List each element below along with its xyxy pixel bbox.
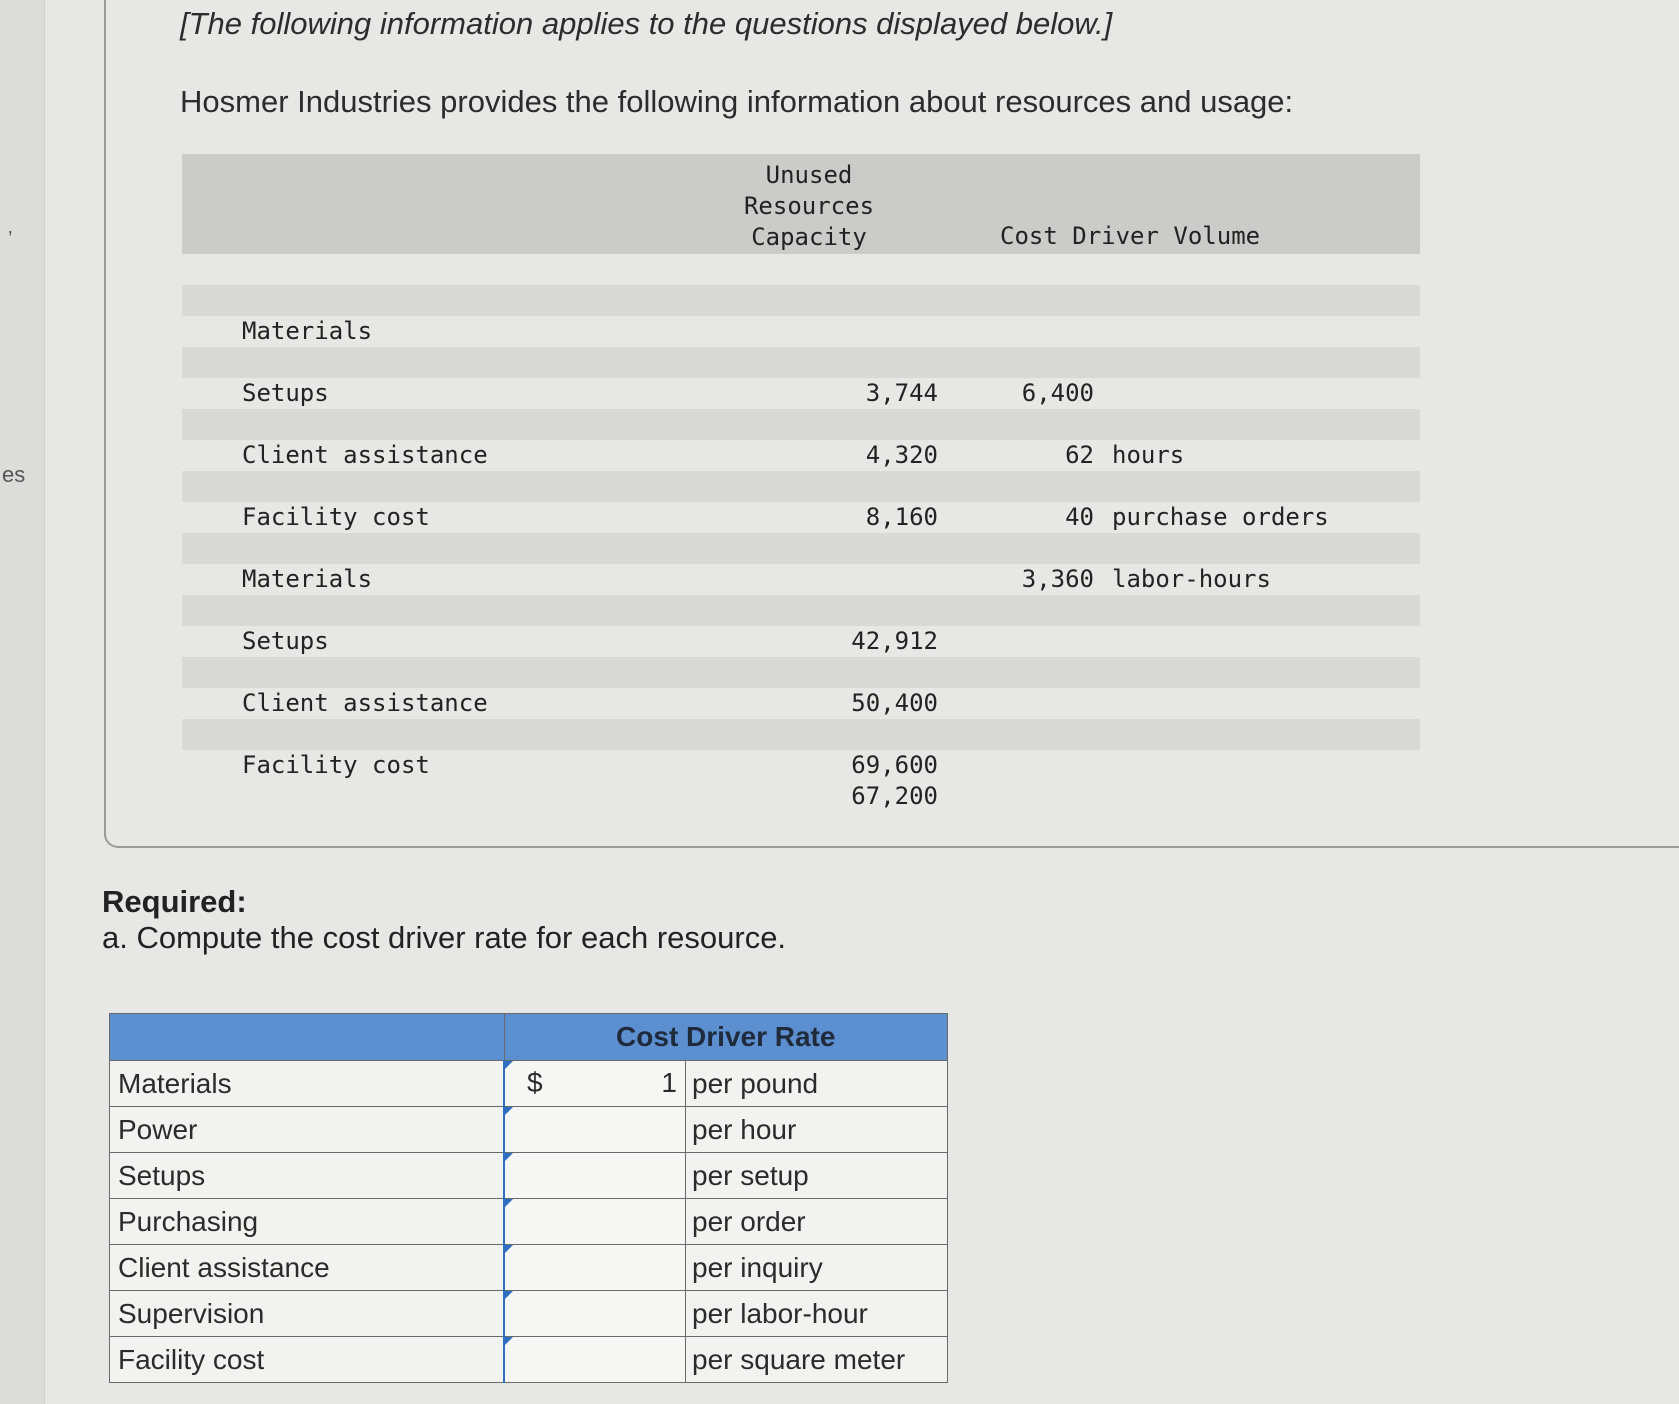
row-label: Setups (242, 379, 329, 407)
rate-row-label: Materials (110, 1061, 505, 1107)
rate-row (110, 1061, 948, 1107)
row-amount: 3,744 (865, 379, 938, 407)
rate-row-label: Purchasing (110, 1199, 505, 1245)
rate-row-label: Facility cost (110, 1337, 505, 1383)
left-edge-fragment: es (2, 462, 26, 487)
rate-row-label: Client assistance (110, 1245, 505, 1291)
row-unit: hours (1112, 441, 1185, 469)
resources-table (182, 154, 1420, 810)
row-label: Facility cost (242, 751, 430, 779)
company-line: Hosmer Industries provides the following information about resources and usage: (180, 84, 1294, 119)
rate-unit: per pound (686, 1061, 948, 1107)
rate-row-label: Setups (110, 1153, 505, 1199)
input-flag-icon (505, 1107, 513, 1115)
cost-driver-rate-table (109, 1013, 948, 1383)
row-amount: 67,200 (851, 782, 938, 810)
required-part-a: a. Compute the cost driver rate for each resource. (102, 920, 787, 955)
row-volume: 3,360 (1021, 565, 1094, 593)
rate-input-client-assistance[interactable] (504, 1245, 686, 1291)
row-volume: 62 (1065, 441, 1094, 469)
rate-row-label: Supervision (110, 1291, 505, 1337)
rate-input-power[interactable] (504, 1107, 686, 1153)
rate-header: Cost Driver Rate (504, 1014, 948, 1061)
row-amount: 69,600 (851, 751, 938, 779)
row-unit: labor-hours (1112, 565, 1271, 593)
header-unused-line2: Resources (743, 192, 875, 220)
currency-symbol: $ (527, 1067, 543, 1098)
rate-row (110, 1337, 948, 1383)
rate-input-supervision[interactable] (504, 1291, 686, 1337)
input-flag-icon (505, 1291, 513, 1299)
left-edge-strip (0, 0, 45, 1404)
required-heading: Required: (102, 884, 247, 919)
rate-header-blank (110, 1014, 505, 1061)
rate-input-purchasing[interactable] (504, 1199, 686, 1245)
row-label: Client assistance (242, 441, 488, 469)
resources-table-header (182, 154, 1420, 254)
row-amount: 8,160 (865, 503, 938, 531)
row-volume: 40 (1065, 503, 1094, 531)
section-row-supplied (182, 502, 1420, 533)
header-unused-line3: Capacity (751, 223, 867, 251)
rate-row-label: Power (110, 1107, 505, 1153)
row-amount: 50,400 (851, 689, 938, 717)
row-amount: 42,912 (851, 627, 938, 655)
intro-note: [The following information applies to the questions displayed below.] (180, 6, 1113, 41)
rate-unit: per inquiry (686, 1245, 948, 1291)
row-amount: 4,320 (865, 441, 938, 469)
rate-unit: per order (686, 1199, 948, 1245)
rate-row (110, 1107, 948, 1153)
input-flag-icon (505, 1061, 513, 1069)
rate-row (110, 1245, 948, 1291)
row-label: Materials (242, 565, 373, 593)
row-volume: 6,400 (1021, 379, 1094, 407)
rate-table-header-row (110, 1014, 948, 1061)
row-label: Setups (242, 627, 329, 655)
row-unit: purchase orders (1112, 503, 1329, 531)
rate-value: 1 (661, 1067, 677, 1098)
input-flag-icon (505, 1199, 513, 1207)
rate-input-setups[interactable] (504, 1153, 686, 1199)
rate-row (110, 1291, 948, 1337)
left-edge-tick: ’ (8, 228, 13, 250)
input-flag-icon (505, 1153, 513, 1161)
row-label: Materials (242, 317, 373, 345)
rate-unit: per setup (686, 1153, 948, 1199)
header-cost-driver-volume: Cost Driver Volume (1000, 222, 1261, 250)
rate-unit: per square meter (686, 1337, 948, 1383)
header-unused-capacity (734, 160, 884, 253)
rate-unit: per labor-hour (686, 1291, 948, 1337)
rate-row (110, 1199, 948, 1245)
row-label: Client assistance (242, 689, 488, 717)
rate-unit: per hour (686, 1107, 948, 1153)
row-label: Facility cost (242, 503, 430, 531)
input-flag-icon (505, 1337, 513, 1345)
rate-row (110, 1153, 948, 1199)
input-flag-icon (505, 1245, 513, 1253)
rate-input-materials[interactable] (504, 1061, 686, 1107)
header-unused-line1: Unused (765, 161, 853, 189)
section-row-used (182, 254, 1420, 285)
rate-input-facility-cost[interactable] (504, 1337, 686, 1383)
